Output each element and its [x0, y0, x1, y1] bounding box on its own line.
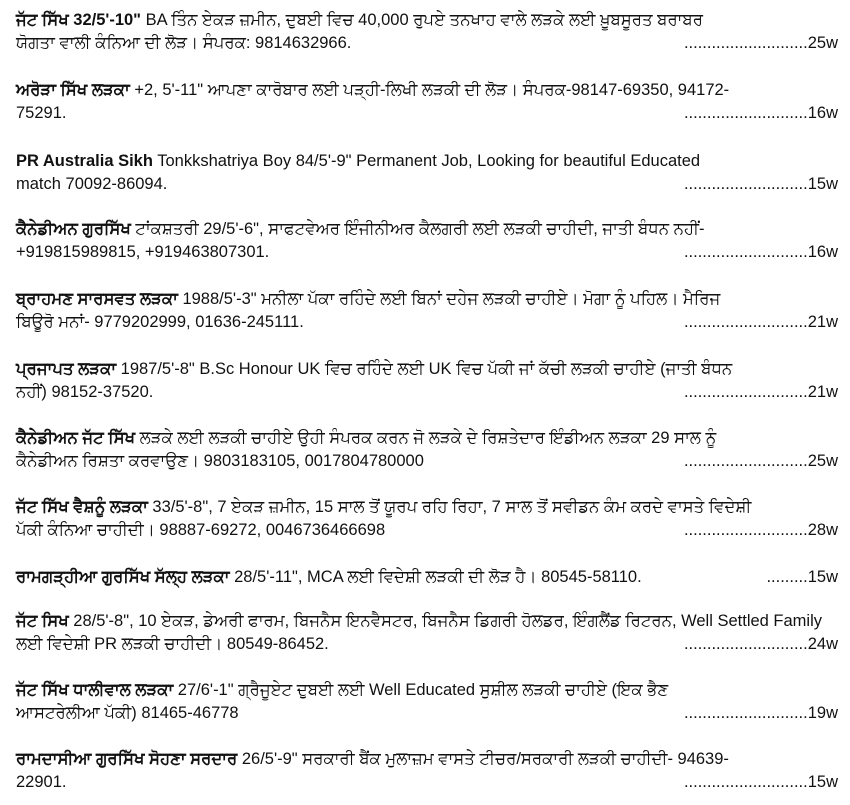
ad-heading: ਕੈਨੇਡੀਅਨ ਗੁਰਸਿੱਖ	[16, 220, 131, 238]
ad-heading: PR Australia Sikh	[16, 152, 153, 170]
ad-word-count: 21w	[807, 313, 838, 331]
ad-word-count: 21w	[807, 383, 838, 401]
ad-text: 26/5'-9" ਸਰਕਾਰੀ ਬੈਂਕ ਮੁਲਾਜ਼ਮ ਵਾਸਤੇ ਟੀਚਰ/ਸਰਕਾਰੀ ਲੜਕੀ ਚਾਹੀਦੀ- 94639-	[237, 750, 729, 768]
ad-contact: ਲਈ ਵਿਦੇਸ਼ੀ PR ਲੜਕੀ ਚਾਹੀਦੀ। 80549-86452.	[16, 635, 329, 653]
ad-text: ਟਾਂਕਸ਼ਤਰੀ 29/5'-6", ਸਾਫਟਵੇਅਰ ਇੰਜੀਨੀਅਰ ਕੈਲਗਰੀ ਲਈ ਲੜਕੀ ਚਾਹੀਦੀ, ਜਾਤੀ ਬੰਧਨ ਨਹੀਂ-	[130, 220, 705, 238]
ad-dots: ...........................	[683, 773, 808, 791]
ad-dots: ...........................	[683, 313, 808, 331]
ad-text: 28/5'-11", MCA ਲਈ ਵਿਦੇਸ਼ੀ ਲੜਕੀ ਦੀ ਲੋੜ ਹੈ। 80545-58110.	[229, 568, 642, 586]
ad-text: 27/6'-1" ਗ੍ਰੈਜੂਏਟ ਦੁਬਈ ਲਈ Well Educated ਸੁਸ਼ੀਲ ਲੜਕੀ ਚਾਹੀਏ (ਇਕ ਭੈਣ	[173, 681, 669, 699]
ad-contact: ਯੋਗਤਾ ਵਾਲੀ ਕੰਨਿਆ ਦੀ ਲੋੜ। ਸੰਪਰਕ: 9814632966.	[16, 34, 352, 52]
ad-text: 33/5'-8", 7 ਏਕੜ ਜ਼ਮੀਨ, 15 ਸਾਲ ਤੋਂ ਯੂਰਪ ਰਹਿ ਰਿਹਾ, 7 ਸਾਲ ਤੋਂ ਸਵੀਡਨ ਕੰਮ ਕਰਦੇ ਵਾਸਤੇ ਵਿਦੇਸ਼ੀ	[147, 498, 752, 516]
ad-word-count: 15w	[807, 568, 838, 586]
ad-dots: ...........................	[683, 175, 808, 193]
ad-word-count: 15w	[807, 175, 838, 193]
ad-contact: +919815989815, +919463807301.	[16, 243, 270, 261]
ad-dots: ...........................	[683, 704, 808, 722]
ad-word-count: 24w	[807, 635, 838, 653]
ad-dots: ...........................	[683, 635, 808, 653]
ad-heading: ਜੱਟ ਸਿਖ	[16, 612, 69, 630]
ad-text: BA ਤਿੰਨ ਏਕੜ ਜ਼ਮੀਨ, ਦੁਬਈ ਵਿਚ 40,000 ਰੁਪਏ ਤਨਖਾਹ ਵਾਲੇ ਲੜਕੇ ਲਈ ਖ਼ੂਬਸੂਰਤ ਬਰਾਬਰ	[141, 11, 703, 29]
ad-heading: ਰਾਮਗੜ੍ਹੀਆ ਗੁਰਸਿੱਖ ਸੱਲ੍ਹ ਲੜਕਾ	[16, 568, 230, 586]
ad-contact: match 70092-86094.	[16, 175, 168, 193]
ad-contact: ਬਿਊਰੋ ਮਨਾਂ- 9779202999, 01636-245111.	[16, 313, 304, 331]
ad-word-count: 15w	[807, 773, 838, 791]
ad-heading: ਅਰੋੜਾ ਸਿੱਖ ਲੜਕਾ	[16, 81, 130, 99]
ad-10	[16, 610, 838, 656]
ad-heading: ਜੱਟ ਸਿੱਖ ਧਾਲੀਵਾਲ ਲੜਕਾ	[16, 681, 174, 699]
ad-contact: ਕੈਨੇਡੀਅਨ ਰਿਸ਼ਤਾ ਕਰਵਾਉਣ। 9803183105, 0017804780000	[16, 452, 424, 470]
ad-heading: ਜੱਟ ਸਿੱਖ ਵੈਸ਼ਨੂੰ ਲੜਕਾ	[16, 498, 148, 516]
ad-dots: ...........................	[683, 34, 808, 52]
ad-word-count: 19w	[807, 704, 838, 722]
ad-word-count: 16w	[807, 243, 838, 261]
ad-9	[16, 566, 838, 589]
ad-heading: ਪ੍ਰਜਾਪਤ ਲੜਕਾ	[16, 360, 117, 378]
ad-heading: ਬ੍ਰਾਹਮਣ ਸਾਰਸਵਤ ਲੜਕਾ	[16, 290, 178, 308]
ad-dots: .........	[766, 568, 808, 586]
ad-contact: ਪੱਕੀ ਕੰਨਿਆ ਚਾਹੀਦੀ। 98887-69272, 0046736466698	[16, 521, 386, 539]
ad-6	[16, 358, 838, 404]
ad-word-count: 25w	[807, 34, 838, 52]
ad-contact: ਨਹੀਂ) 98152-37520.	[16, 383, 154, 401]
ad-8	[16, 496, 838, 542]
ad-text: 1988/5'-3" ਮਨੀਲਾ ਪੱਕਾ ਰਹਿੰਦੇ ਲਈ ਬਿਨਾਂ ਦਹੇਜ ਲੜਕੀ ਚਾਹੀਏ। ਮੋਗਾ ਨੂੰ ਪਹਿਲ। ਮੈਰਿਜ	[177, 290, 721, 308]
ad-word-count: 25w	[807, 452, 838, 470]
ad-contact: 75291.	[16, 104, 67, 122]
ad-word-count: 16w	[807, 104, 838, 122]
ad-dots: ...........................	[683, 521, 808, 539]
ad-dots: ...........................	[683, 383, 808, 401]
ad-4	[16, 218, 838, 264]
ad-contact: 22901.	[16, 773, 67, 791]
ad-5	[16, 288, 838, 334]
ad-3	[16, 150, 838, 196]
ad-text: 28/5'-8", 10 ਏਕੜ, ਡੇਅਰੀ ਫਾਰਮ, ਬਿਜਨੈਸ ਇਨਵੈਸਟਰ, ਬਿਜਨੈਸ ਡਿਗਰੀ ਹੋਲਡਰ, ਇੰਗਲੈਂਡ ਰਿਟਰਨ, Well Settled Family	[68, 612, 823, 630]
ad-text: 1987/5'-8" B.Sc Honour UK ਵਿਚ ਰਹਿੰਦੇ ਲਈ UK ਵਿਚ ਪੱਕੀ ਜਾਂ ਕੱਚੀ ਲੜਕੀ ਚਾਹੀਏ (ਜਾਤੀ ਬੰਧਨ	[116, 360, 733, 378]
ad-word-count: 28w	[807, 521, 838, 539]
ad-7	[16, 427, 838, 473]
ad-text: ਲੜਕੇ ਲਈ ਲੜਕੀ ਚਾਹੀਏ ਉਹੀ ਸੰਪਰਕ ਕਰਨ ਜੋ ਲੜਕੇ ਦੇ ਰਿਸ਼ਤੇਦਾਰ ਇੰਡੀਅਨ ਲੜਕਾ 29 ਸਾਲ ਨੂੰ	[135, 429, 717, 447]
ad-contact: ਆਸਟਰੇਲੀਆ ਪੱਕੀ) 81465-46778	[16, 704, 239, 722]
ad-11	[16, 679, 838, 725]
ad-dots: ...........................	[683, 104, 808, 122]
ad-heading: ਕੈਨੇਡੀਅਨ ਜੱਟ ਸਿੱਖ	[16, 429, 136, 447]
ad-dots: ...........................	[683, 243, 808, 261]
ad-text: +2, 5'-11" ਆਪਣਾ ਕਾਰੋਬਾਰ ਲਈ ਪੜ੍ਹੀ-ਲਿਖੀ ਲੜਕੀ ਦੀ ਲੋੜ। ਸੰਪਰਕ-98147-69350, 94172-	[129, 81, 730, 99]
ad-dots: ...........................	[683, 452, 808, 470]
ad-heading: ਜੱਟ ਸਿੱਖ 32/5'-10"	[16, 11, 141, 29]
ad-12	[16, 748, 838, 794]
ad-2	[16, 79, 838, 125]
ad-text: Tonkkshatriya Boy 84/5'-9" Permanent Job, Looking for beautiful Educated	[152, 152, 701, 170]
ad-heading: ਰਾਮਦਾਸੀਆ ਗੁਰਸਿੱਖ ਸੋਹਣਾ ਸਰਦਾਰ	[16, 750, 238, 768]
ad-1	[16, 9, 838, 55]
